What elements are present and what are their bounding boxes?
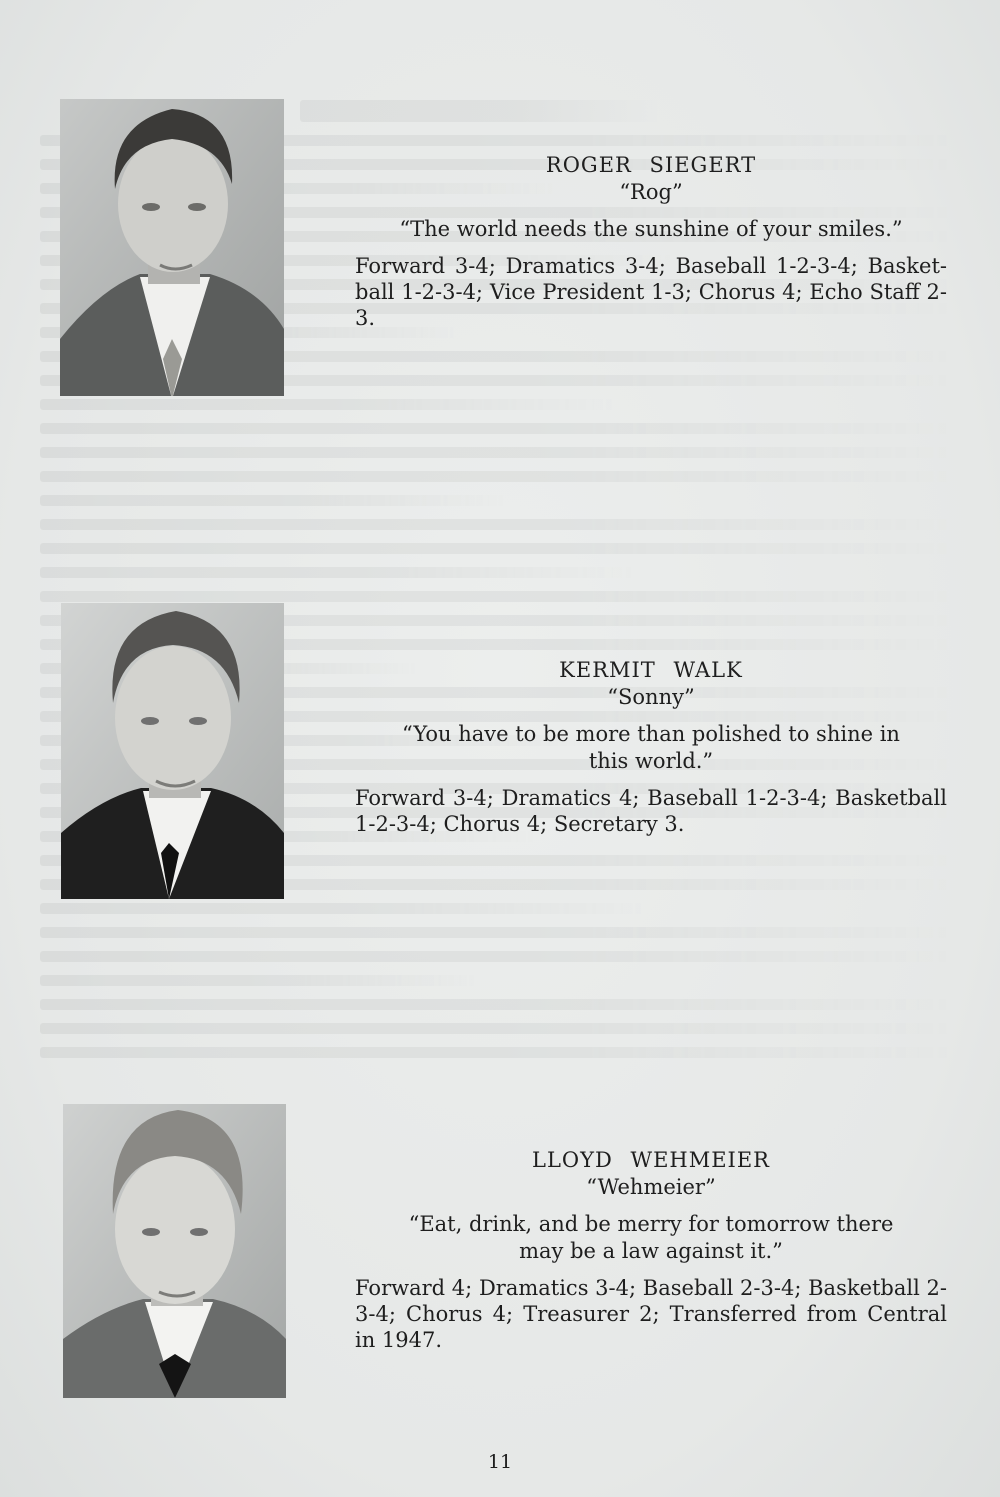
student-entry <box>355 657 947 837</box>
student-activities: Forward 3-4; Dramatics 4; Baseball 1-2-3-4; Basketball 1-2-3-4; Chorus 4; Secretary 3. <box>355 786 947 836</box>
student-name: KERMIT WALK <box>559 658 743 682</box>
student-nickname: “Wehmeier” <box>586 1175 716 1199</box>
student-portrait-photo <box>60 99 284 396</box>
page-number: 11 <box>487 1451 513 1473</box>
student-quote: “The world needs the sunshine of your smiles.” <box>399 217 903 241</box>
student-entry <box>355 152 947 331</box>
student-quote: “Eat, drink, and be merry for tomorrow there may be a law against it.” <box>408 1212 894 1263</box>
student-activities: Forward 3-4; Dramatics 3-4; Baseball 1-2-3-4; Basket-ball 1-2-3-4; Vice President 1-3; Chorus 4; Echo Staff 2-3. <box>355 254 947 330</box>
student-activities: Forward 4; Dramatics 3-4; Baseball 2-3-4; Basketball 2-3-4; Chorus 4; Treasurer 2; Transferred from Central in 1947. <box>355 1276 947 1352</box>
student-name: ROGER SIEGERT <box>545 153 757 177</box>
student-nickname: “Sonny” <box>607 685 695 709</box>
student-entry <box>355 1147 947 1353</box>
student-name: LLOYD WEHMEIER <box>532 1148 770 1172</box>
student-nickname: “Rog” <box>619 180 683 204</box>
student-portrait-photo <box>61 603 284 899</box>
student-quote: “You have to be more than polished to shine in this world.” <box>402 722 900 773</box>
student-portrait-photo <box>63 1104 286 1398</box>
